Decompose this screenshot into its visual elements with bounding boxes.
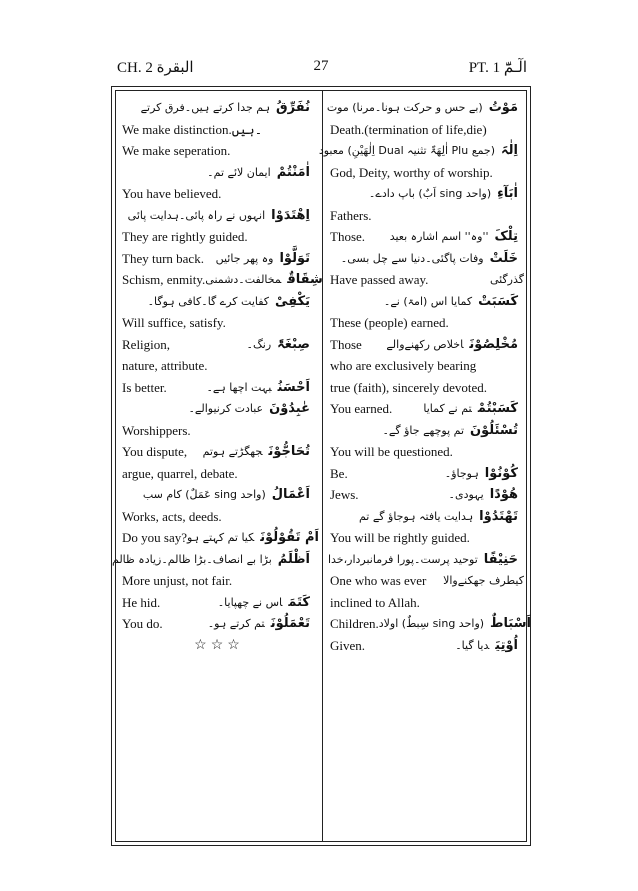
- urdu-meaning: گذرگئی: [489, 273, 524, 286]
- urdu-meaning: کیطرف جھکنےوالا: [443, 574, 524, 587]
- entry-line: [122, 248, 316, 270]
- entry-line: [122, 398, 316, 420]
- english-text: nature, attribute.: [122, 358, 208, 373]
- entry-line: [122, 226, 316, 248]
- english-text: Children.: [330, 616, 379, 631]
- english-text: You earned.: [330, 401, 393, 416]
- english-text: Do you say?: [122, 530, 187, 545]
- english-text: More unjust, not fair.: [122, 573, 233, 588]
- arabic-word: اَمْ تَقُوْلُوْنَ: [260, 530, 320, 545]
- entry-line: [330, 248, 524, 270]
- urdu-meaning: (واحد sing سِبطٌ) اولاد: [378, 617, 485, 630]
- english-text: inclined to Allah.: [330, 594, 420, 610]
- entry-line: [122, 355, 316, 377]
- urdu-group: [449, 484, 524, 506]
- entry-line: [122, 570, 316, 592]
- entry-line: [122, 205, 316, 227]
- english-text: We make seperation.: [122, 143, 231, 158]
- arabic-word: عٰبِدُوْنَ: [269, 401, 310, 416]
- entry-line: [112, 549, 316, 571]
- english-text: Religion,: [122, 336, 171, 352]
- arabic-word: اَعْمَالُ: [271, 487, 310, 502]
- urdu-meaning: تم پوچھے جاؤ گے۔: [382, 423, 465, 437]
- urdu-meaning: جھگڑتے ہوتم: [202, 445, 263, 458]
- urdu-group: [455, 635, 524, 657]
- urdu-meaning: دیا گیا۔: [455, 638, 490, 652]
- english-text: Schism, enmity.: [122, 272, 206, 287]
- entry-line: [330, 527, 524, 549]
- urdu-meaning: وہ پھر جائیں: [215, 251, 274, 265]
- english-text: Those: [330, 336, 362, 352]
- english-text: You do.: [122, 616, 163, 631]
- arabic-word: خَلَتْ: [489, 250, 518, 266]
- urdu-meaning: بڑا بے انصاف۔بڑا ظالم۔زیادہ ظالم: [112, 552, 272, 566]
- right-column: [318, 97, 531, 656]
- separator-stars: ☆☆☆: [194, 637, 244, 653]
- urdu-meaning: انہوں نے راہ پائی۔ہدایت پائی: [127, 208, 266, 222]
- entry-line: [330, 205, 524, 227]
- entry-line: [330, 312, 524, 334]
- entry-line: [122, 635, 316, 657]
- page-number: 27: [313, 58, 329, 74]
- arabic-word: تَوَلَّوْا: [279, 250, 310, 266]
- urdu-meaning: بہت اچھا ہے۔: [206, 380, 272, 394]
- arabic-word: اَحْسَنُ: [277, 379, 310, 395]
- entry-line: [330, 334, 524, 356]
- urdu-meaning: ہوجاؤ۔: [444, 466, 479, 480]
- english-text: You will be rightly guided.: [330, 530, 470, 545]
- urdu-group: [205, 269, 328, 291]
- page-header: [111, 58, 531, 82]
- urdu-meaning: ''وہ'' اسم اشارہ بعید: [389, 230, 489, 243]
- english-text: argue, quarrel, debate.: [122, 465, 238, 481]
- english-text: Those.: [330, 229, 366, 244]
- entry-line: [122, 140, 316, 162]
- english-text: Jews.: [330, 487, 359, 502]
- urdu-group: [379, 613, 537, 635]
- english-text: They turn back.: [122, 250, 204, 266]
- entry-line: [330, 506, 524, 528]
- arabic-word: اٰبَآءِ: [497, 186, 518, 201]
- arabic-word: صِبْغَۃَ: [277, 336, 310, 352]
- urdu-meaning: تم نے کمایا: [423, 402, 472, 415]
- arabic-word: اَسْبَاطٌ: [490, 616, 531, 631]
- urdu-group: [386, 334, 524, 356]
- english-text: true (faith), sincerely devoted.: [330, 379, 488, 395]
- entry-line: [122, 269, 323, 291]
- english-text: They are rightly guided.: [122, 229, 248, 244]
- arabic-word: اِلٰہَ: [501, 143, 518, 158]
- left-column: [112, 97, 323, 656]
- english-text: He hid.: [122, 594, 161, 610]
- entry-line: [122, 291, 316, 313]
- entry-line: [122, 334, 316, 356]
- arabic-word: تِلْکَ: [494, 229, 518, 244]
- urdu-meaning: اس نے چھپایا۔: [217, 595, 283, 609]
- urdu-meaning: عبادت کرنیوالے۔: [188, 402, 264, 415]
- entry-line: [330, 291, 524, 313]
- entry-line: [318, 140, 524, 162]
- urdu-group: [423, 398, 524, 420]
- english-text: Will suffice, satisfy.: [122, 315, 226, 330]
- entry-line: [330, 420, 524, 442]
- arabic-word: نُفَرِّقُ: [276, 100, 310, 115]
- urdu-meaning: کمایا اس (امۃ) نے۔: [383, 294, 473, 308]
- entry-line: [122, 592, 316, 614]
- arabic-word: تُحَاجُّوْنَ: [268, 444, 310, 459]
- arabic-word: یَکْفِیْ: [275, 293, 310, 309]
- urdu-group: [203, 441, 316, 463]
- urdu-meaning: مخالفت۔دشمنی: [205, 273, 282, 286]
- arabic-word: اِھْتَدَوْا: [271, 207, 310, 223]
- english-text: Is better.: [122, 379, 167, 395]
- entry-line: [122, 377, 316, 399]
- arabic-word: کَتَمَ: [288, 594, 310, 610]
- entry-line: [330, 183, 524, 205]
- entry-line: [330, 269, 524, 291]
- english-text: We make distinction.۔ہیں: [122, 121, 263, 137]
- urdu-meaning: ہدایت یافتہ ہوجاؤ گے تم: [358, 509, 474, 523]
- arabic-word: مُخْلِصُوْنَ: [469, 336, 518, 352]
- entry-line: [330, 570, 524, 592]
- entry-line: [122, 119, 316, 141]
- entry-line: [122, 527, 320, 549]
- entry-line: [330, 592, 524, 614]
- english-text: Given.: [330, 637, 366, 653]
- english-text: Be.: [330, 465, 348, 481]
- urdu-group: [443, 570, 524, 592]
- english-text: who are exclusively bearing: [330, 358, 477, 373]
- arabic-word: مَوْتُ: [488, 100, 518, 115]
- entry-line: [122, 463, 316, 485]
- part-label: PT. 1 الٓـمّٓ: [468, 60, 527, 76]
- chapter-label: CH. 2 البقرة: [117, 60, 194, 76]
- entry-line: [330, 162, 524, 184]
- english-text: Death.(termination of life,die): [330, 121, 487, 137]
- arabic-word: کَسَبَتْ: [478, 293, 518, 309]
- urdu-meaning: تم کرتے ہو۔: [207, 617, 265, 630]
- english-text: Fathers.: [330, 207, 372, 223]
- arabic-word: اَظْلَمُ: [277, 551, 310, 567]
- entry-line: [330, 119, 524, 141]
- english-text: One who was ever: [330, 573, 427, 588]
- urdu-group: [490, 269, 524, 291]
- arabic-word: تَعْمَلُوْنَ: [270, 616, 310, 631]
- urdu-meaning: اخلاص رکھنےوالے: [386, 337, 464, 351]
- urdu-meaning: توحید پرست۔پورا فرمانبردار،خدا: [327, 552, 478, 566]
- urdu-group: [208, 613, 316, 635]
- entry-line: [122, 484, 316, 506]
- entry-line: [122, 420, 316, 442]
- urdu-meaning: (بے حس و حرکت ہونا۔مرنا) موت: [326, 101, 483, 114]
- arabic-word: کَسَبْتُمْ: [477, 401, 518, 416]
- entry-line: [326, 97, 524, 119]
- urdu-group: [218, 592, 316, 614]
- urdu-meaning: کیا تم کہتے ہو: [187, 531, 255, 544]
- entry-line: [330, 226, 524, 248]
- entry-line: [327, 549, 524, 571]
- urdu-meaning: (واحد sing عَمَلٌ) کام سب: [142, 488, 266, 501]
- english-text: Have passed away.: [330, 272, 429, 287]
- entry-line: [122, 441, 316, 463]
- entry-line: [330, 441, 524, 463]
- column-divider: [322, 90, 323, 842]
- arabic-word: حَنِیْفًا: [483, 551, 518, 567]
- urdu-group: [247, 334, 317, 356]
- english-text: You have believed.: [122, 186, 222, 201]
- urdu-meaning: ہم جدا کرتے ہیں۔فرق کرتے: [140, 101, 271, 114]
- urdu-group: [187, 527, 325, 549]
- arabic-word: کُوْنُوْا: [484, 465, 518, 481]
- entry-line: [330, 377, 524, 399]
- arabic-word: شِقَاقٌ: [287, 272, 323, 287]
- english-text: Worshippers.: [122, 422, 191, 438]
- arabic-word: تُسْئَلُوْنَ: [470, 422, 518, 438]
- english-text: You dispute,: [122, 444, 188, 459]
- entry-line: [330, 398, 524, 420]
- urdu-meaning: رنگ۔: [246, 337, 272, 351]
- urdu-group: [206, 377, 316, 399]
- urdu-meaning: ایمان لائے تم۔: [207, 165, 271, 179]
- urdu-group: [445, 463, 524, 485]
- entry-line: [122, 506, 316, 528]
- english-text: These (people) earned.: [330, 315, 449, 330]
- urdu-group: [390, 226, 524, 248]
- entry-line: [122, 613, 316, 635]
- entry-line: [122, 183, 316, 205]
- arabic-word: ھُوْدًا: [489, 487, 518, 502]
- entry-line: [330, 463, 524, 485]
- entry-line: [122, 162, 316, 184]
- entry-line: [122, 97, 316, 119]
- english-text: You will be questioned.: [330, 444, 453, 459]
- english-text: Works, acts, deeds.: [122, 508, 222, 524]
- entry-line: [330, 635, 524, 657]
- urdu-meaning: کفایت کرے گا۔کافی ہوگا۔: [147, 294, 270, 308]
- english-text: God, Deity, worthy of worship.: [330, 164, 493, 180]
- entry-line: [330, 613, 531, 635]
- arabic-word: اُوْتِیَ: [495, 637, 518, 653]
- urdu-meaning: (واحد sing اَبٌ) باپ دادے۔: [368, 187, 492, 200]
- entry-line: [330, 355, 524, 377]
- page-frame: [111, 86, 531, 846]
- urdu-meaning: یہودی۔: [448, 488, 484, 501]
- arabic-word: اٰمَنْتُمْ: [276, 164, 310, 180]
- urdu-group: [216, 248, 316, 270]
- entry-line: [122, 312, 316, 334]
- urdu-meaning: وفات پاگئی۔دنیا سے چل بسی۔: [340, 251, 484, 265]
- entry-line: [330, 484, 524, 506]
- arabic-word: تَھْتَدُوْا: [479, 508, 518, 524]
- urdu-meaning: (جمع Plu اٰلِھَۃٌ تثنیہ Dual اِلٰھَیْنِ) معبود: [318, 144, 496, 157]
